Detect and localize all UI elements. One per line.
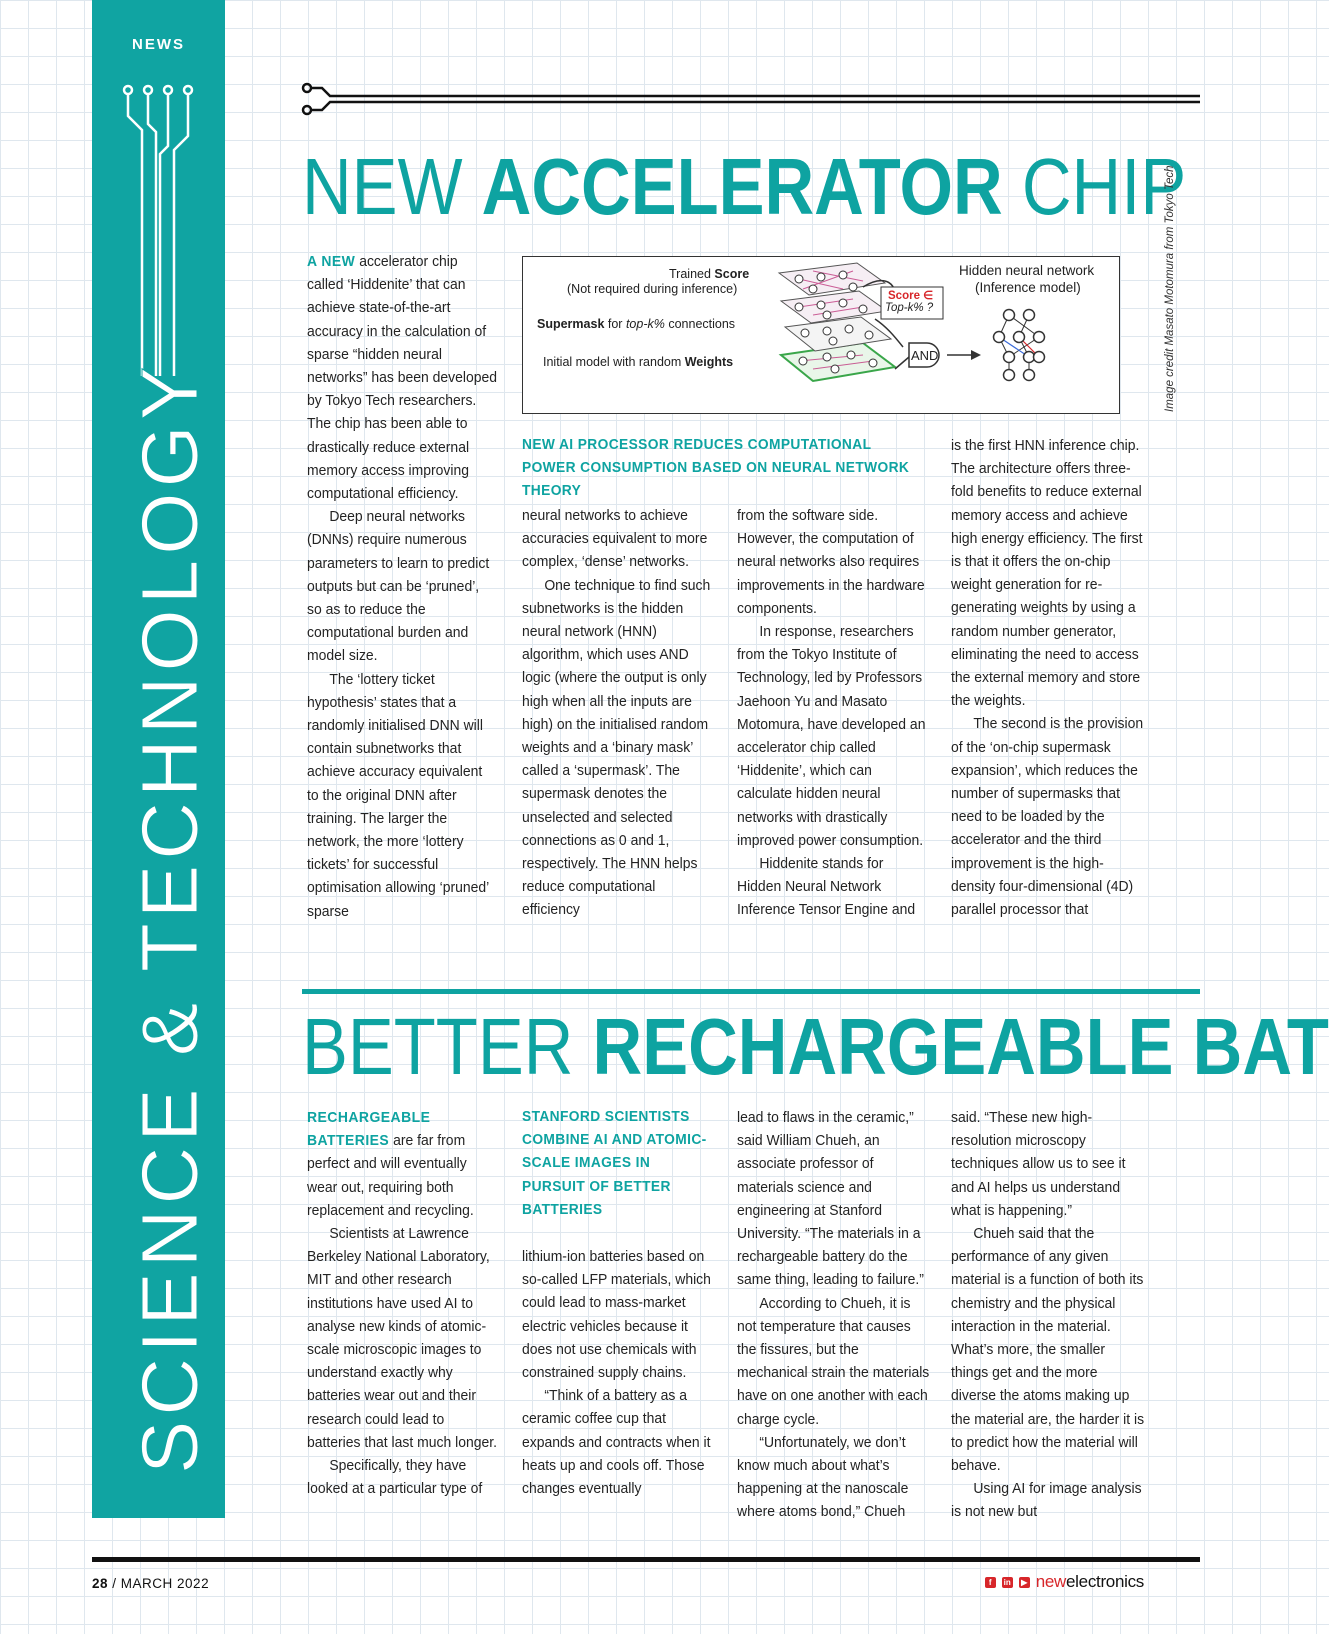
figure-text: connections (664, 317, 736, 331)
circuit-traces-icon (92, 76, 225, 376)
article-1-subhead: NEW AI PROCESSOR REDUCES COMPUTATIONAL POWER CONSUMPTION BASED ON NEURAL NETWORK THEORY (522, 437, 910, 500)
footer-rule (92, 1557, 1200, 1562)
figure-text: Initial model with random (543, 355, 685, 369)
figure-text: Supermask (537, 317, 605, 331)
figure-label: (Inference model) (975, 280, 1081, 295)
figure-text: Trained (669, 267, 715, 281)
paragraph: lithium-ion batteries based on so-called LFP materials, which could lead to mass-market electric vehicles because it does not use chemicals with constrained supply chains. (522, 1248, 711, 1382)
figure-text: for (604, 317, 626, 331)
section-vertical-title: SCIENCE & TECHNOLOGY (125, 361, 214, 1474)
paragraph: lead to flaws in the ceramic,” said William Chueh, an associate professor of materials science and engineering at Stanford University. “The materials in a rechargeable battery do the same thing, leading to failure.” (737, 1109, 924, 1289)
and-gate-label: AND (911, 348, 939, 363)
paragraph: Using AI for image analysis is not new but (951, 1480, 1142, 1521)
article-1-column-1 (307, 250, 498, 923)
paragraph: Specifically, they have looked at a particular type of (307, 1457, 483, 1498)
paragraph: Chueh said that the performance of any given material is a function of both its chemistry and the physical interaction in the material. What’s more, the smaller things get and the more diverse the atoms making up the material are, the harder it is to predict how the material will behave. (951, 1225, 1145, 1475)
article-1-lead: A NEW (307, 253, 356, 270)
figure-label (543, 355, 733, 369)
headline-2-part: BETTER (302, 1002, 593, 1091)
section-sidebar (92, 0, 225, 1518)
paragraph: In response, researchers from the Tokyo Institute of Technology, led by Professors Jaehoon Yu and Masato Motomura, have developed an accelerator chip called ‘Hiddenite’, which can calculate hidden neural networks with drastically improved power consumption. (737, 623, 926, 849)
article-1-headline (302, 142, 1186, 232)
article-2-lead: RECHARGEABLE BATTERIES (307, 1109, 431, 1150)
youtube-icon[interactable]: ▶ (1019, 1577, 1030, 1588)
figure-text: Weights (684, 355, 734, 369)
paragraph: is the first HNN inference chip. The architecture offers three-fold benefits to reduce external memory access and achieve high energy efficiency. The first is that it offers the on-chip weight generation for re-generating weights by using a random number generator, eliminating the need to access the external memory and store the weights. (951, 437, 1143, 710)
article-2-headline (302, 1002, 1329, 1092)
paragraph: “Unfortunately, we don’t know much about what’s happening at the nanoscale where atoms bond,” Chueh (737, 1433, 909, 1521)
paragraph: are far from perfect and will eventually wear out, requiring both replacement and recycling. (307, 1132, 474, 1219)
headline-1-bold: ACCELERATOR (481, 142, 1003, 231)
paragraph: “Think of a battery as a ceramic coffee cup that expands and contracts when it heats up and cools off. Those changes eventually (522, 1387, 711, 1498)
folio-separator: / (108, 1576, 121, 1591)
figure-topk-label: Top-k% ? (885, 302, 934, 314)
section-label: NEWS (132, 36, 185, 53)
article-2-column-2 (522, 1245, 713, 1500)
article-2-column-1 (307, 1106, 498, 1500)
hiddenite-diagram (522, 256, 1120, 414)
headline-1-part: CHIP (1002, 142, 1187, 231)
page-number: 28 (92, 1576, 109, 1591)
facebook-icon[interactable]: f (985, 1577, 996, 1588)
brand-new: new (1035, 1572, 1067, 1591)
paragraph: neural networks to achieve accuracies equivalent to more complex, ‘dense’ networks. (522, 507, 708, 571)
figure-label (537, 317, 735, 331)
article-2-column-4 (951, 1106, 1144, 1524)
paragraph: Scientists at Lawrence Berkeley National Laboratory, MIT and other research institutions have used AI to analyse new kinds of atomic-scale microscopic images to understand exactly why batteries wear out and their research could lead to batteries that last much longer. (307, 1225, 497, 1451)
figure-score-label: Score ∈ (888, 290, 934, 302)
article-1-column-3 (737, 504, 930, 922)
paragraph: The ‘lottery ticket hypothesis’ states that a randomly initialised DNN will contain subnetworks that achieve accuracy equivalent to the original DNN after training. The larger the network, the more ‘lottery tickets’ for successful optimisation allowing ‘pruned’ sparse (307, 670, 489, 920)
article-1-column-2 (522, 504, 713, 922)
paragraph: According to Chueh, it is not temperature that causes the fissures, but the mechanical strain the materials have on one another with each charge cycle. (737, 1294, 930, 1428)
image-credit: Image credit Masato Motomura from Tokyo Tech (1164, 165, 1176, 412)
paragraph: Hiddenite stands for Hidden Neural Network Inference Tensor Engine and (737, 855, 916, 919)
brand-logo (1036, 1572, 1144, 1592)
brand-rest: electronics (1066, 1572, 1144, 1591)
article-divider (302, 989, 1200, 994)
paragraph: said. “These new high-resolution microscopy techniques allow us to see it and AI helps us understand what is happening.” (951, 1109, 1126, 1219)
figure-text: Score (714, 267, 750, 281)
figure-label (669, 267, 749, 281)
paragraph: Deep neural networks (DNNs) require numerous parameters to learn to predict outputs but can be ‘pruned’, so as to reduce the computational burden and model size. (307, 508, 490, 665)
headline-1-part: NEW (302, 142, 482, 231)
paragraph: One technique to find such subnetworks is the hidden neural network (HNN) algorithm, which uses AND logic (where the output is only high when all the inputs are high) on the initialised random weights and a ‘binary mask’ called a ‘supermask’. The supermask denotes the unselected and selected connections as 0 and 1, respectively. The HNN helps reduce computational efficiency (522, 576, 711, 919)
figure-label: (Not required during inference) (567, 282, 738, 296)
article-1-column-4 (951, 434, 1144, 921)
figure-text: top-k% (625, 317, 665, 331)
issue-date: MARCH 2022 (120, 1576, 210, 1591)
header-circuit-rule-icon (302, 80, 1200, 120)
figure-label: Hidden neural network (959, 263, 1095, 278)
article-2-column-3 (737, 1106, 930, 1524)
publication-brand (985, 1572, 1144, 1592)
linkedin-icon[interactable]: in (1003, 1577, 1011, 1587)
headline-2-bold: RECHARGEABLE BAT (592, 1002, 1329, 1091)
paragraph: The second is the provision of the ‘on-chip supermask expansion’, which reduces the number of supermasks that need to be loaded by the accelerator and the third improvement is the high-density four-dimensional (4D) parallel processor that (951, 715, 1144, 919)
paragraph: accelerator chip called ‘Hiddenite’ that can achieve state-of-the-art accuracy in the calculation of sparse “hidden neural networks” has been developed by Tokyo Tech researchers. The chip has been able to drastically reduce external memory access improving computational efficiency. (307, 253, 498, 503)
page-folio (92, 1576, 209, 1591)
paragraph: from the software side. However, the computation of neural networks also requires improvements in the hardware components. (737, 507, 925, 617)
article-2-subhead: STANFORD SCIENTISTS COMBINE AI AND ATOMIC-SCALE IMAGES IN PURSUIT OF BETTER BATTERIES (522, 1109, 707, 1218)
